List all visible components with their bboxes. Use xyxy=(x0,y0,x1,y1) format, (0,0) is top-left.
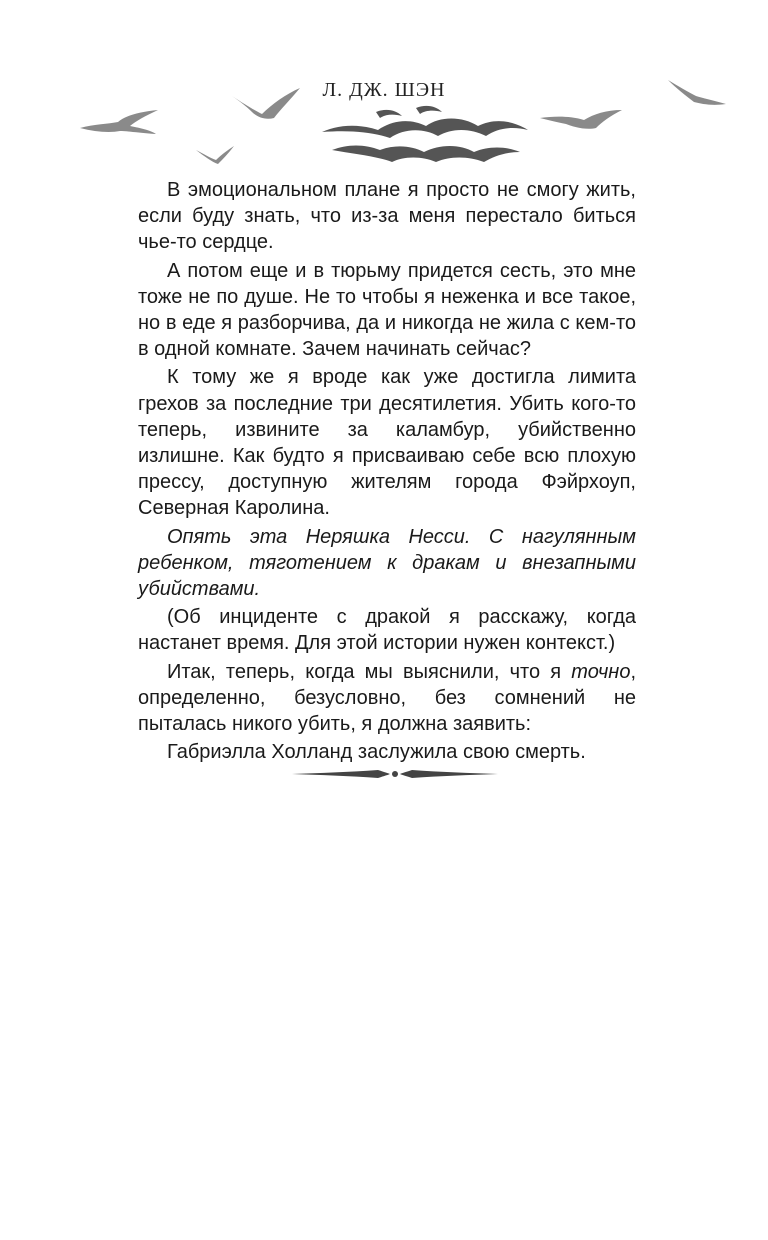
section-end-ornament xyxy=(290,764,500,784)
seagull-icon xyxy=(196,146,234,164)
book-page-text xyxy=(138,177,636,767)
paragraph: (Об инциденте с дракой я расскажу, когда настанет время. Для этой истории нужен контекст.) xyxy=(138,606,636,655)
paragraph: Габриэлла Холланд заслужила свою смерть. xyxy=(167,741,586,764)
paragraph xyxy=(138,659,636,738)
waves-icon xyxy=(322,106,528,162)
paragraph: К тому же я вроде как уже достигла лимита грехов за последние три десятилетия. Убить кого-то теперь, извините за каламбур, убийственно излишне. Как будто я присваиваю себе всю плохую прессу, доступную жителям города Фэйрхоуп, Северная Каролина. xyxy=(138,366,636,520)
paragraph: А потом еще и в тюрьму придется сесть, это мне тоже не по душе. Не то чтобы я неженка и все такое, но в еде я разборчива, да и никогда не жила с кем-то в одной комнате. Зачем начинать сейчас? xyxy=(138,259,636,361)
chapter-header-ornament xyxy=(0,0,768,180)
paragraph-text: , определенно, безусловно, без сомнений не пыталась никого убить, я должна заявить: xyxy=(138,660,636,736)
seagull-icon xyxy=(540,110,622,129)
paragraph: В эмоциональном плане я просто не смогу жить, если буду знать, что из-за меня перестало биться чье-то сердце. xyxy=(138,179,636,254)
italic-paragraph: Опять эта Неряшка Несси. С нагулянным ребенком, тяготением к дракам и внезапными убийствами. xyxy=(138,525,636,601)
emphasis-text: точно xyxy=(571,660,631,683)
paragraph-text: Итак, теперь, когда мы выяснили, что я xyxy=(167,660,572,683)
seagull-icon xyxy=(80,110,158,134)
running-head-author: Л. ДЖ. ШЭН xyxy=(322,79,446,101)
